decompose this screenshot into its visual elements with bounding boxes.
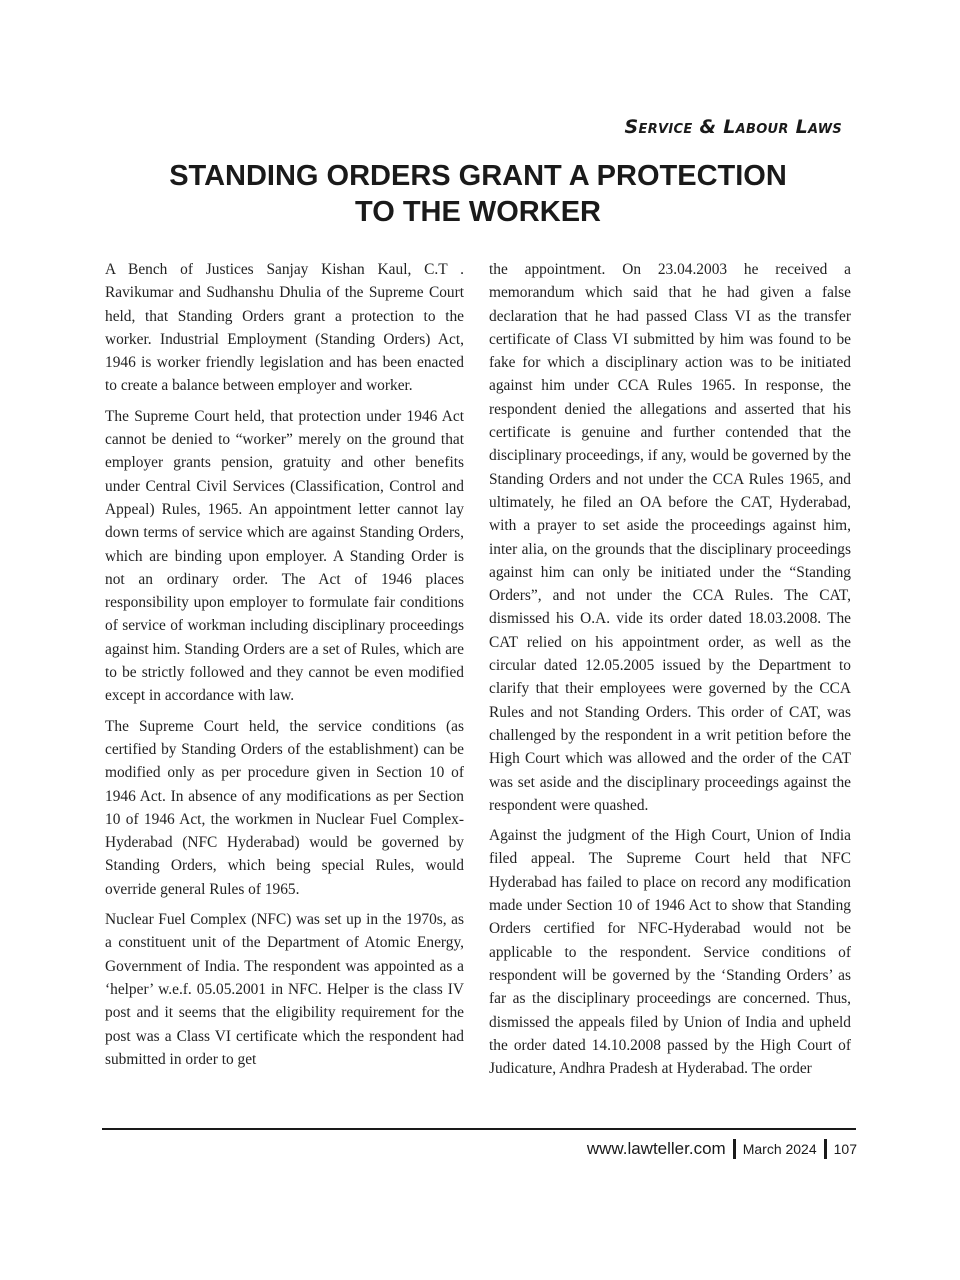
- article-title: [100, 158, 856, 230]
- page-footer: [587, 1139, 857, 1159]
- paragraph: Nuclear Fuel Complex (NFC) was set up in the 1970s, as a constituent unit of the Department of Atomic Energy, Government of India. The respondent was appointed as a ‘helper’ w.e.f. 05.05.2001 in NFC. Helper is the class IV post and it seems that the eligibility requirement for the post was a Class VI certificate which the respondent had submitted in order to get: [105, 911, 464, 1068]
- footer-separator: [733, 1139, 736, 1159]
- page-number: 107: [833, 1141, 857, 1157]
- paragraph: Against the judgment of the High Court, Union of India filed appeal. The Supreme Court held that NFC Hyderabad has failed to place on record any modification made under Section 10 of 1946 Act to show that Standing Orders certified for NFC-Hyderabad would not be applicable to the respondent. Service conditions of respondent will be governed by the ‘Standing Orders’ as far as the disciplinary proceedings are concerned. Thus, dismissed the appeals filed by Union of India and upheld the order dated 14.10.2008 passed by the High Court of Judicature, Andhra Pradesh at Hyderabad. The order: [489, 827, 851, 1078]
- footer-separator: [824, 1139, 827, 1159]
- right-column: [489, 258, 851, 1087]
- issue-date: March 2024: [742, 1141, 817, 1157]
- left-column: [105, 258, 464, 1078]
- paragraph: the appointment. On 23.04.2003 he received a memorandum which said that he had given a false declaration that he had passed Class VI as the transfer certificate of Class VI submitted by him was found to be fake for which a disciplinary action was to be initiated against him under CCA Rules 1965. In response, the respondent denied the allegations and asserted that his certificate is genuine and further contended that the disciplinary proceedings, if any, would be governed by the Standing Orders and not under the CCA Rules 1965, and ultimately, he filed an OA before the CAT, Hyderabad, with a prayer to set aside the proceedings against him, inter alia, on the grounds that the disciplinary proceedings against him can only be initiated under the “Standing Orders”, and not under the CCA Rules. The CAT, dismissed his O.A. vide its order dated 18.03.2008. The CAT relied on his appointment order, as well as the circular dated 12.05.2005 issued by the Department to clarify that their employees were governed by the CCA Rules and not Standing Orders. This order of CAT, was challenged by the respondent in a writ petition before the High Court which was allowed and the order of the CAT was set aside and the disciplinary proceedings against the respondent were quashed.: [489, 261, 851, 814]
- footer-divider: [102, 1128, 856, 1130]
- website-link[interactable]: www.lawteller.com: [586, 1139, 726, 1158]
- section-label: Service & Labour Laws: [624, 116, 842, 138]
- article-title-line-1: STANDING ORDERS GRANT A PROTECTION: [169, 160, 787, 192]
- article-title-line-2: TO THE WORKER: [355, 196, 601, 228]
- paragraph: The Supreme Court held, the service conditions (as certified by Standing Orders of the establishment) can be modified only as per procedure given in Section 10 of 1946 Act. In absence of any modifications as per Section 10 of 1946 Act, the workmen in Nuclear Fuel Complex-Hyderabad (NFC Hyderabad) would be governed by Standing Orders, which being special Rules, would override general Rules of 1965.: [105, 717, 464, 898]
- paragraph: A Bench of Justices Sanjay Kishan Kaul, C.T . Ravikumar and Sudhanshu Dhulia of the Supreme Court held, that Standing Orders grant a protection to the worker. Industrial Employment (Standing Orders) Act, 1946 is worker friendly legislation and has been enacted to create a balance between employer and worker.: [105, 261, 464, 395]
- paragraph: The Supreme Court held, that protection under 1946 Act cannot be denied to “worker” merely on the ground that employer grants pension, gratuity and other benefits under Central Civil Services (Classification, Control and Appeal) Rules, 1965. An appointment letter cannot lay down terms of service which are against Standing Orders, which are binding upon employer. A Standing Order is not an ordinary order. The Act of 1946 places responsibility upon employer to formulate fair conditions of service of workman including disciplinary proceedings against him. Standing Orders are a set of Rules, which are to be strictly followed and they cannot be even modified except in accordance with law.: [105, 407, 464, 705]
